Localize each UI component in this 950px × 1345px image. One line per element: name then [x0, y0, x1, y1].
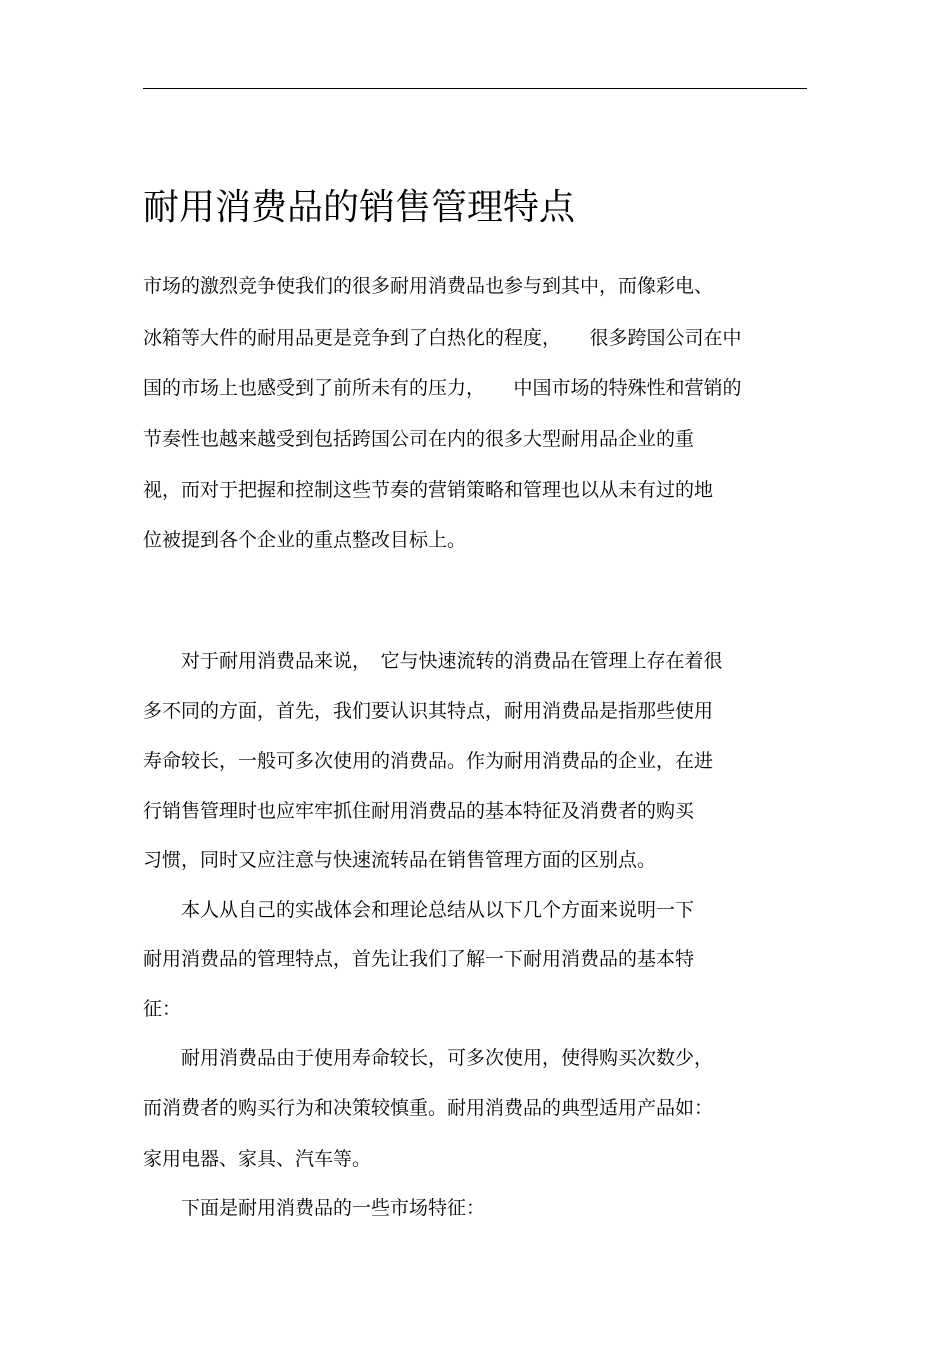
paragraph-2-line-2: 多不同的方面，首先，我们要认识其特点，耐用消费品是指那些使用	[143, 700, 714, 722]
paragraph-1-line-3: 国的市场上也感受到了前所未有的压力， 中国市场的特殊性和营销的	[143, 377, 742, 399]
document-title: 耐用消费品的销售管理特点	[143, 187, 576, 228]
paragraph-4-line-2: 而消费者的购买行为和决策较慎重。耐用消费品的典型适用产品如：	[143, 1097, 714, 1119]
paragraph-1-line-6: 位被提到各个企业的重点整改目标上。	[143, 529, 467, 551]
paragraph-3-line-3: 征：	[143, 998, 182, 1020]
paragraph-1-line-1: 市场的激烈竞争使我们的很多耐用消费品也参与到其中，而像彩电、	[143, 275, 714, 297]
paragraph-3-line-2: 耐用消费品的管理特点，首先让我们了解一下耐用消费品的基本特	[143, 948, 695, 970]
paragraph-4-line-1: 耐用消费品由于使用寿命较长，可多次使用，使得购买次数少，	[143, 1047, 714, 1069]
paragraph-4-line-3: 家用电器、家具、汽车等。	[143, 1148, 372, 1170]
paragraph-1-line-4: 节奏性也越来越受到包括跨国公司在内的很多大型耐用品企业的重	[143, 428, 695, 450]
paragraph-2-line-3: 寿命较长，一般可多次使用的消费品。作为耐用消费品的企业，在进	[143, 750, 714, 772]
paragraph-5-line-1: 下面是耐用消费品的一些市场特征：	[143, 1197, 486, 1219]
header-rule	[143, 88, 807, 89]
paragraph-2-line-4: 行销售管理时也应牢牢抓住耐用消费品的基本特征及消费者的购买	[143, 800, 695, 822]
paragraph-3-line-1: 本人从自己的实战体会和理论总结从以下几个方面来说明一下	[143, 899, 695, 921]
paragraph-2-line-1: 对于耐用消费品来说， 它与快速流转的消费品在管理上存在着很	[143, 650, 723, 672]
paragraph-2-line-5: 习惯，同时又应注意与快速流转品在销售管理方面的区别点。	[143, 849, 657, 871]
paragraph-1-line-2: 冰箱等大件的耐用品更是竞争到了白热化的程度， 很多跨国公司在中	[143, 327, 742, 349]
paragraph-1-line-5: 视，而对于把握和控制这些节奏的营销策略和管理也以从未有过的地	[143, 479, 714, 501]
